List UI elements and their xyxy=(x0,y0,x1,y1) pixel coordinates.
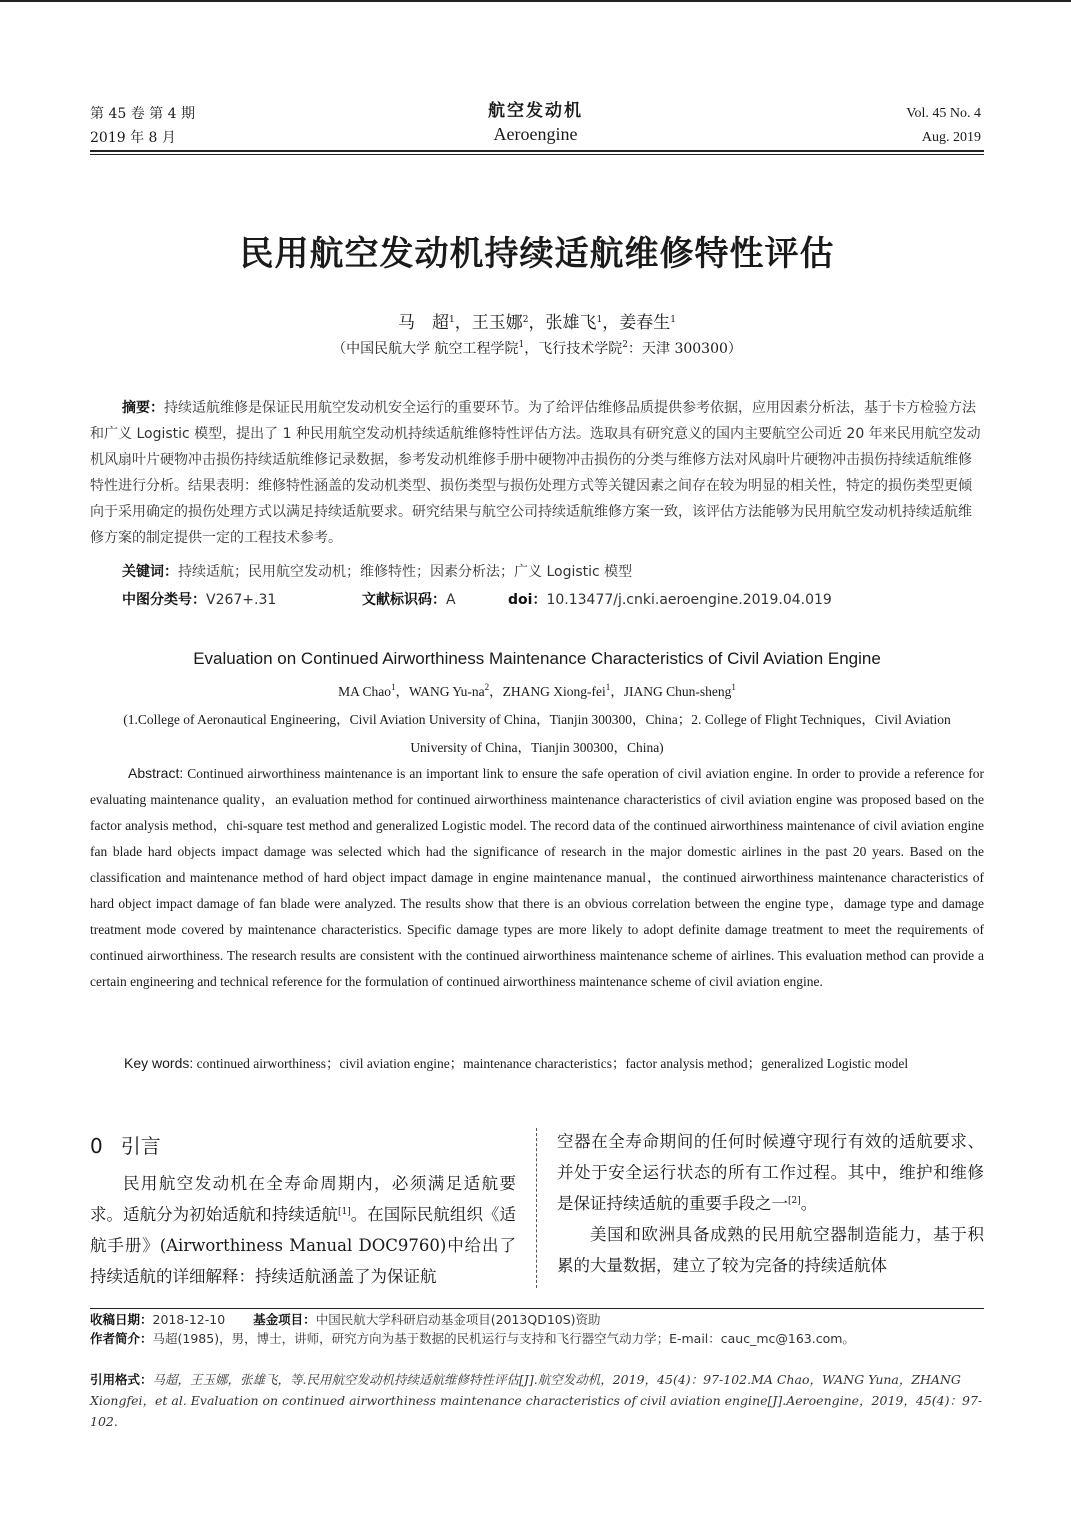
header-rule-thick xyxy=(90,150,984,152)
citation-ref: [2] xyxy=(788,1196,801,1206)
citation-text: 马超，王玉娜，张雄飞，等.民用航空发动机持续适航维修特性评估[J].航空发动机，2019，45(4)：97-102.MA Chao，WANG Yuna，ZHANG Xiongfei，et al. Evaluation on continued airworthiness maintenance characteristics of civil aviation engine[J].Aeroengine，2019，45(4)：97-102. xyxy=(90,1372,983,1429)
author-en-3: ZHANG Xiong-fei xyxy=(502,684,606,699)
section-number: 0 xyxy=(90,1134,103,1158)
document-code xyxy=(362,589,456,609)
body-column-right xyxy=(557,1126,984,1281)
author-3-affil: 1 xyxy=(596,315,603,325)
body-paragraph-1-cont: 空器在全寿命期间的任何时候遵守现行有效的适航要求、并处于安全运行状态的所有工作过程。其中，维护和维修是保证持续适航的重要手段之一[2]。 xyxy=(557,1132,984,1213)
affil-mark: 1 xyxy=(518,340,525,350)
header-center xyxy=(380,100,691,146)
citation-label: 引用格式： xyxy=(90,1372,153,1387)
top-border xyxy=(0,0,1071,2)
author-1-affil: 1 xyxy=(449,315,455,325)
abstract-cn xyxy=(90,395,984,551)
author-2: 王玉娜 xyxy=(471,313,523,333)
author-en-2-affil: 2 xyxy=(484,682,490,692)
citation-format xyxy=(90,1369,990,1432)
footnote-author xyxy=(90,1330,855,1348)
date-cn: 2019 年 8 月 xyxy=(90,130,176,146)
citation-ref: [1] xyxy=(337,1207,351,1217)
doi xyxy=(508,589,832,609)
author-en-2: WANG Yu-na xyxy=(409,684,485,699)
author-sep: ， xyxy=(454,313,472,333)
author-en-sep: ， xyxy=(610,684,624,699)
volume-issue-en: Vol. 45 No. 4 xyxy=(906,106,981,121)
received-date: 2018-12-10 xyxy=(152,1312,226,1327)
author-3: 张雄飞 xyxy=(545,313,597,333)
keywords-en-text: continued airworthiness；civil aviation engine；maintenance characteristics；factor analysis method；generalized Logistic model xyxy=(196,1056,909,1071)
author-2-affil: 2 xyxy=(522,315,529,325)
header-right xyxy=(906,102,981,150)
author-en-4: JIANG Chun-sheng xyxy=(623,684,732,699)
footnote-received-fund xyxy=(90,1311,601,1329)
keywords-cn xyxy=(122,561,632,583)
abstract-en-label: Abstract: xyxy=(128,765,184,781)
keywords-en xyxy=(90,1050,984,1077)
author-4: 姜春生 xyxy=(619,313,671,333)
author-en-4-affil: 1 xyxy=(731,682,736,692)
fund-value: 中国民航大学科研启动基金项目(2013QD10S)资助 xyxy=(315,1312,601,1327)
clc-number xyxy=(122,589,276,609)
abstract-cn-label: 摘要： xyxy=(122,400,164,416)
journal-name-cn: 航空发动机 xyxy=(488,101,583,121)
affil-part: ：天津 300300） xyxy=(628,341,742,357)
author-en-3-affil: 1 xyxy=(605,682,611,692)
section-heading xyxy=(90,1130,161,1159)
section-title: 引言 xyxy=(120,1134,161,1158)
doi-value: 10.13477/j.cnki.aeroengine.2019.04.019 xyxy=(546,592,832,608)
abstract-en-text: Continued airworthiness maintenance is an important link to ensure the safe operation of civil aviation engine. In order to provide a reference for evaluating maintenance quality，an evaluation method for continued airworthiness maintenance characteristics of civil aviation engine was proposed based on the factor analysis method，chi-square test method and generalized Logistic model. The record data of the continued airworthiness maintenance of civil aviation engine fan blade hard objects impact damage was selected which had the significance of research in the major domestic airlines in the past 20 years. Based on the classification and maintenance method of hard object impact damage in engine maintenance manual，the continued airworthiness maintenance characteristics of hard object impact damage of fan blade were analyzed. The results show that there is an obvious correlation between the engine type，damage type and damage treatment mode covered by maintenance characteristics. Specific damage types are more likely to adopt definite damage treatment to meet the requirements of continued airworthiness. The research results are consistent with the continued airworthiness maintenance scheme of airlines. This evaluation method can provide a certain engineering and technical reference for the formulation of continued airworthiness maintenance scheme of civil aviation engine. xyxy=(90,766,985,989)
author-bio-label: 作者简介： xyxy=(90,1331,153,1346)
body-paragraph-1: 民用航空发动机在全寿命周期内，必须满足适航要求。适航分为初始适航和持续适航[1]。在国际民航组织《适航手册》(Airworthiness Manual DOC9760)中给出了持续适航的详细解释：持续适航涵盖了为保证航 xyxy=(90,1174,517,1286)
author-en-1: MA Chao xyxy=(338,684,392,699)
author-en-sep: ， xyxy=(489,684,503,699)
column-divider xyxy=(536,1128,537,1288)
author-1: 马 超 xyxy=(398,313,450,333)
keywords-en-label: Key words: xyxy=(124,1055,194,1071)
keywords-cn-text: 持续适航；民用航空发动机；维修特性；因素分析法；广义 Logistic 模型 xyxy=(178,564,633,580)
footnote-rule xyxy=(90,1308,984,1309)
abstract-cn-text: 持续适航维修是保证民用航空发动机安全运行的重要环节。为了给评估维修品质提供参考依据，应用因素分析法，基于卡方检验方法和广义 Logistic 模型，提出了 1 种民用航空发动机持续适航维修特性评估方法。选取具有研究意义的国内主要航空公司近 20 年来民用航空发动机风扇叶片硬物冲击损伤持续适航维修记录数据，参考发动机维修手册中硬物冲击损伤的分类与维修方法对风扇叶片硬物冲击损伤持续适航维修特性进行分析。结果表明：维修特性涵盖的发动机类型、损伤类型与损伤处理方式等关键因素之间存在较为明显的相关性，特定的损伤类型更倾向于采用确定的损伤处理方式以满足持续适航要求。研究结果与航空公司持续适航维修方案一致，该评估方法能够为民用航空发动机持续适航维修方案的制定提供一定的工程技术参考。 xyxy=(90,400,981,546)
author-4-affil: 1 xyxy=(670,315,676,325)
paper-title-en: Evaluation on Continued Airworthiness Maintenance Characteristics of Civil Aviation Engine xyxy=(193,649,881,668)
author-en-1-affil: 1 xyxy=(391,682,396,692)
affil-part: （中国民航大学 航空工程学院 xyxy=(332,341,519,357)
author-sep: ， xyxy=(602,313,620,333)
author-sep: ， xyxy=(528,313,546,333)
authors-cn xyxy=(90,308,984,333)
doc-code-label: 文献标识码： xyxy=(362,592,446,608)
affiliation-cn xyxy=(90,338,984,358)
abstract-en xyxy=(90,760,984,995)
body-paragraph-2: 美国和欧洲具备成熟的民用航空器制造能力，基于积累的大量数据，建立了较为完备的持续适航体 xyxy=(557,1225,984,1275)
header-rule-thin xyxy=(90,154,984,155)
keywords-cn-label: 关键词： xyxy=(122,564,178,580)
header-left xyxy=(90,102,195,150)
doc-code-value: A xyxy=(446,592,456,608)
affiliation-en: (1.College of Aeronautical Engineering，Civil Aviation University of China，Tianjin 300300，China；2. College of Flight Techniques，Civil Aviation University of China，Tianjin 300300，China) xyxy=(123,712,951,755)
authors-en xyxy=(90,680,984,700)
volume-issue-cn: 第 45 卷 第 4 期 xyxy=(90,106,195,122)
affil-mark: 2 xyxy=(622,340,628,350)
affil-part: ，飞行技术学院 xyxy=(524,341,623,357)
author-bio: 马超(1985)，男，博士，讲师，研究方向为基于数据的民机运行与支持和飞行器空气动力学；E-mail：cauc_mc@163.com。 xyxy=(152,1331,855,1346)
clc-label: 中图分类号： xyxy=(122,592,206,608)
paper-title-cn: 民用航空发动机持续适航维修特性评估 xyxy=(239,234,835,274)
journal-name-en: Aeroengine xyxy=(493,124,578,144)
body-column-left xyxy=(90,1168,516,1292)
doi-label: doi： xyxy=(508,592,547,608)
author-en-sep: ， xyxy=(395,684,410,699)
received-label: 收稿日期： xyxy=(90,1312,153,1327)
date-en: Aug. 2019 xyxy=(921,130,981,145)
clc-value: V267+.31 xyxy=(206,592,277,608)
fund-label: 基金项目： xyxy=(253,1312,316,1327)
